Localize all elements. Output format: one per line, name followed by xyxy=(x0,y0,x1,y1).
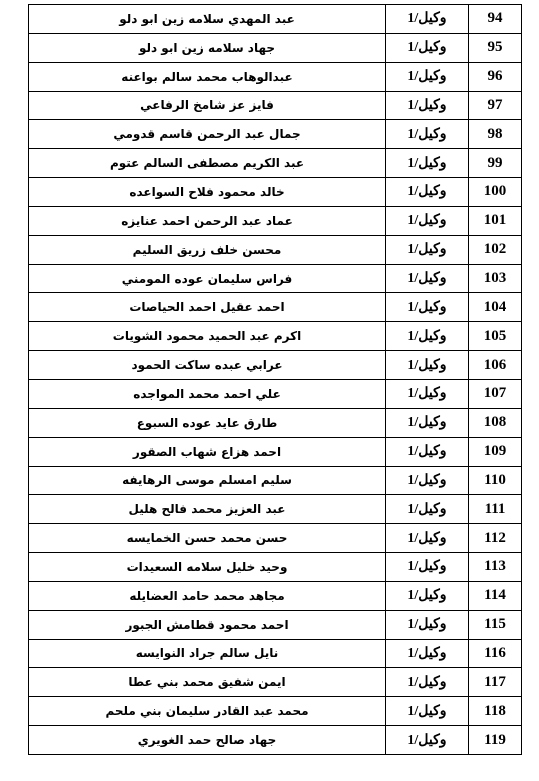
row-number-cell: 112 xyxy=(469,524,522,553)
rank-cell: وكيل/1 xyxy=(386,408,469,437)
full-name-cell: اكرم عبد الحميد محمود الشويات xyxy=(29,322,386,351)
rank-cell: وكيل/1 xyxy=(386,206,469,235)
row-number-cell: 113 xyxy=(469,553,522,582)
full-name-cell: خالد محمود فلاح السواعده xyxy=(29,178,386,207)
table-row xyxy=(29,697,522,726)
rank-cell: وكيل/1 xyxy=(386,33,469,62)
table-row xyxy=(29,495,522,524)
rank-cell: وكيل/1 xyxy=(386,524,469,553)
row-number-cell: 108 xyxy=(469,408,522,437)
table-row xyxy=(29,437,522,466)
full-name-cell: جهاد صالح حمد الغويري xyxy=(29,726,386,755)
row-number-cell: 109 xyxy=(469,437,522,466)
row-number-cell: 99 xyxy=(469,149,522,178)
table-row xyxy=(29,62,522,91)
row-number-cell: 94 xyxy=(469,5,522,34)
full-name-cell: مجاهد محمد حامد العضايله xyxy=(29,581,386,610)
table-row xyxy=(29,351,522,380)
personnel-table xyxy=(28,4,522,755)
full-name-cell: وحيد خليل سلامه السعيدات xyxy=(29,553,386,582)
full-name-cell: فراس سليمان عوده المومني xyxy=(29,264,386,293)
row-number-cell: 100 xyxy=(469,178,522,207)
row-number-cell: 107 xyxy=(469,379,522,408)
full-name-cell: عبد الكريم مصطفى السالم عتوم xyxy=(29,149,386,178)
row-number-cell: 114 xyxy=(469,581,522,610)
row-number-cell: 111 xyxy=(469,495,522,524)
table-row xyxy=(29,466,522,495)
rank-cell: وكيل/1 xyxy=(386,610,469,639)
row-number-cell: 103 xyxy=(469,264,522,293)
table-row xyxy=(29,120,522,149)
table-row xyxy=(29,726,522,755)
full-name-cell: عماد عبد الرحمن احمد عنايزه xyxy=(29,206,386,235)
table-row xyxy=(29,639,522,668)
row-number-cell: 96 xyxy=(469,62,522,91)
rank-cell: وكيل/1 xyxy=(386,553,469,582)
full-name-cell: ايمن شفيق محمد بني عطا xyxy=(29,668,386,697)
row-number-cell: 105 xyxy=(469,322,522,351)
row-number-cell: 98 xyxy=(469,120,522,149)
rank-cell: وكيل/1 xyxy=(386,235,469,264)
full-name-cell: محسن خلف زريق السليم xyxy=(29,235,386,264)
table-row xyxy=(29,581,522,610)
row-number-cell: 104 xyxy=(469,293,522,322)
row-number-cell: 97 xyxy=(469,91,522,120)
table-row xyxy=(29,668,522,697)
rank-cell: وكيل/1 xyxy=(386,726,469,755)
row-number-cell: 118 xyxy=(469,697,522,726)
full-name-cell: حسن محمد حسن الخمايسه xyxy=(29,524,386,553)
table-row xyxy=(29,379,522,408)
table-row xyxy=(29,524,522,553)
row-number-cell: 119 xyxy=(469,726,522,755)
table-row xyxy=(29,206,522,235)
full-name-cell: علي احمد محمد المواجده xyxy=(29,379,386,408)
rank-cell: وكيل/1 xyxy=(386,91,469,120)
rank-cell: وكيل/1 xyxy=(386,62,469,91)
full-name-cell: محمد عبد القادر سليمان بني ملحم xyxy=(29,697,386,726)
row-number-cell: 117 xyxy=(469,668,522,697)
row-number-cell: 102 xyxy=(469,235,522,264)
table-row xyxy=(29,264,522,293)
full-name-cell: جهاد سلامه زين ابو دلو xyxy=(29,33,386,62)
table-row xyxy=(29,322,522,351)
full-name-cell: سليم امسلم موسى الرهايفه xyxy=(29,466,386,495)
table-row xyxy=(29,91,522,120)
full-name-cell: جمال عبد الرحمن قاسم قدومي xyxy=(29,120,386,149)
table-row xyxy=(29,610,522,639)
row-number-cell: 116 xyxy=(469,639,522,668)
full-name-cell: احمد محمود قطامش الجبور xyxy=(29,610,386,639)
full-name-cell: طارق عايد عوده السبوع xyxy=(29,408,386,437)
rank-cell: وكيل/1 xyxy=(386,668,469,697)
table-row xyxy=(29,33,522,62)
full-name-cell: احمد هزاع شهاب الصقور xyxy=(29,437,386,466)
table-row xyxy=(29,408,522,437)
row-number-cell: 101 xyxy=(469,206,522,235)
rank-cell: وكيل/1 xyxy=(386,120,469,149)
rank-cell: وكيل/1 xyxy=(386,697,469,726)
rank-cell: وكيل/1 xyxy=(386,178,469,207)
full-name-cell: عبد المهدي سلامه زين ابو دلو xyxy=(29,5,386,34)
rank-cell: وكيل/1 xyxy=(386,5,469,34)
rank-cell: وكيل/1 xyxy=(386,639,469,668)
table-row xyxy=(29,293,522,322)
table-row xyxy=(29,553,522,582)
rank-cell: وكيل/1 xyxy=(386,495,469,524)
rank-cell: وكيل/1 xyxy=(386,466,469,495)
full-name-cell: عرابي عبده ساكت الحمود xyxy=(29,351,386,380)
table-row xyxy=(29,149,522,178)
row-number-cell: 106 xyxy=(469,351,522,380)
rank-cell: وكيل/1 xyxy=(386,437,469,466)
rank-cell: وكيل/1 xyxy=(386,293,469,322)
row-number-cell: 115 xyxy=(469,610,522,639)
table-row xyxy=(29,178,522,207)
rank-cell: وكيل/1 xyxy=(386,379,469,408)
rank-cell: وكيل/1 xyxy=(386,264,469,293)
rank-cell: وكيل/1 xyxy=(386,149,469,178)
table-row xyxy=(29,235,522,264)
row-number-cell: 95 xyxy=(469,33,522,62)
row-number-cell: 110 xyxy=(469,466,522,495)
full-name-cell: فايز عز شامخ الرفاعي xyxy=(29,91,386,120)
rank-cell: وكيل/1 xyxy=(386,351,469,380)
table-row xyxy=(29,5,522,34)
full-name-cell: عبد العزيز محمد فالح هليل xyxy=(29,495,386,524)
rank-cell: وكيل/1 xyxy=(386,322,469,351)
full-name-cell: عبدالوهاب محمد سالم بواعنه xyxy=(29,62,386,91)
full-name-cell: نايل سالم جراد النوايسه xyxy=(29,639,386,668)
personnel-table-body xyxy=(29,5,522,755)
rank-cell: وكيل/1 xyxy=(386,581,469,610)
full-name-cell: احمد عقيل احمد الحياصات xyxy=(29,293,386,322)
